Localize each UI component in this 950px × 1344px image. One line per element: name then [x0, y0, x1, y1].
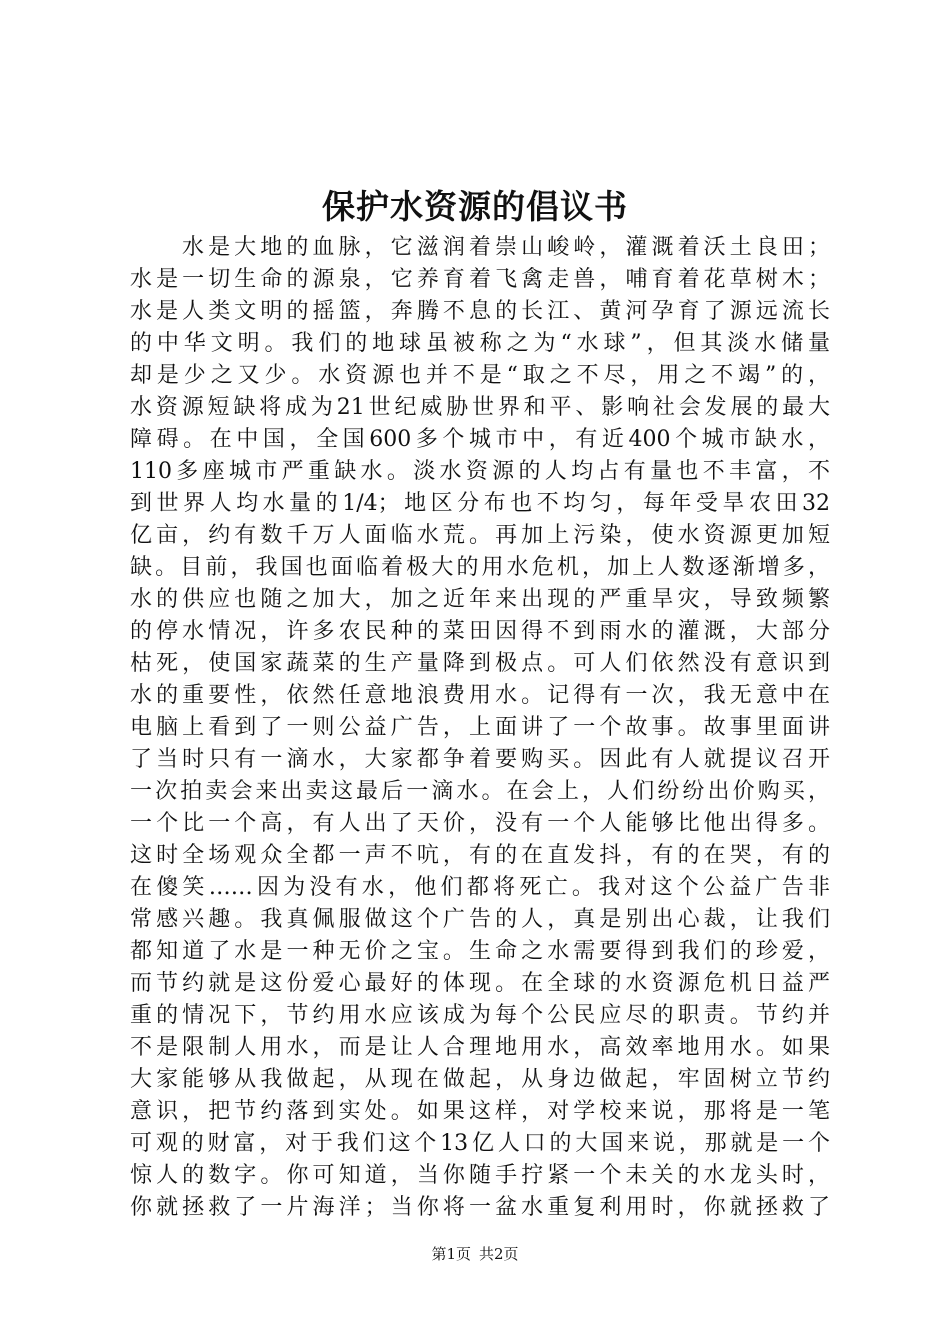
page-footer: [0, 1244, 950, 1264]
body-line: 到世界人均水量的1/4；地区分布也不均匀，每年受旱农田32: [130, 491, 830, 516]
body-line: 都知道了水是一种无价之宝。生命之水需要得到我们的珍爱，: [130, 939, 830, 964]
body-line: 的中华文明。我们的地球虽被称之为“水球”，但其淡水储量: [130, 331, 830, 356]
document-title: 保护水资源的倡议书: [322, 187, 628, 226]
body-line: 电脑上看到了一则公益广告，上面讲了一个故事。故事里面讲: [130, 715, 830, 740]
body-line: 水是人类文明的摇篮，奔腾不息的长江、黄河孕育了源远流长: [130, 299, 830, 324]
body-line: 常感兴趣。我真佩服做这个广告的人，真是别出心裁，让我们: [130, 907, 830, 932]
body-line: 亿亩，约有数千万人面临水荒。再加上污染，使水资源更加短: [130, 523, 830, 548]
body-line: 110多座城市严重缺水。淡水资源的人均占有量也不丰富，不: [130, 459, 830, 484]
body-line: 水的重要性，依然任意地浪费用水。记得有一次，我无意中在: [130, 683, 830, 708]
body-line: 重的情况下，节约用水应该成为每个公民应尽的职责。节约并: [130, 1003, 830, 1028]
body-line: 却是少之又少。水资源也并不是“取之不尽，用之不竭”的，: [130, 363, 830, 388]
body-line: 水资源短缺将成为21世纪威胁世界和平、影响社会发展的最大: [130, 395, 830, 420]
body-line: 你就拯救了一片海洋；当你将一盆水重复利用时，你就拯救了: [130, 1195, 830, 1220]
body-line: 障碍。在中国，全国600多个城市中，有近400个城市缺水，: [130, 427, 830, 452]
body-line: 了当时只有一滴水，大家都争着要购买。因此有人就提议召开: [130, 747, 830, 772]
body-line: 可观的财富，对于我们这个13亿人口的大国来说，那就是一个: [130, 1131, 830, 1156]
body-line: 这时全场观众全都一声不吭，有的在直发抖，有的在哭，有的: [130, 843, 830, 868]
body-line: 水的供应也随之加大，加之近年来出现的严重旱灾，导致频繁: [130, 587, 830, 612]
body-line: 一次拍卖会来出卖这最后一滴水。在会上，人们纷纷出价购买，: [130, 779, 830, 804]
body-line: 缺。目前，我国也面临着极大的用水危机，加上人数逐渐增多，: [130, 555, 830, 580]
body-line: 水是一切生命的源泉，它养育着飞禽走兽，哺育着花草树木；: [130, 267, 830, 292]
page-number: 第1页: [431, 1245, 471, 1263]
body-line: 意识，把节约落到实处。如果这样，对学校来说，那将是一笔: [130, 1099, 830, 1124]
body-line: 的停水情况，许多农民种的菜田因得不到雨水的灌溉，大部分: [130, 619, 830, 644]
body-line: 大家能够从我做起，从现在做起，从身边做起，牢固树立节约: [130, 1067, 830, 1092]
body-line: 惊人的数字。你可知道，当你随手拧紧一个未关的水龙头时，: [130, 1163, 830, 1188]
body-line: 不是限制人用水，而是让人合理地用水，高效率地用水。如果: [130, 1035, 830, 1060]
body-line: 水是大地的血脉，它滋润着崇山峻岭，灌溉着沃土良田；: [182, 235, 830, 260]
body-line: 而节约就是这份爱心最好的体现。在全球的水资源危机日益严: [130, 971, 830, 996]
body-line: 枯死，使国家蔬菜的生产量降到极点。可人们依然没有意识到: [130, 651, 830, 676]
body-line: 一个比一个高，有人出了天价，没有一个人能够比他出得多。: [130, 811, 830, 836]
body-line: 在傻笑……因为没有水，他们都将死亡。我对这个公益广告非: [130, 875, 830, 900]
document-body: [130, 232, 830, 1224]
page-total: 共2页: [479, 1245, 519, 1263]
